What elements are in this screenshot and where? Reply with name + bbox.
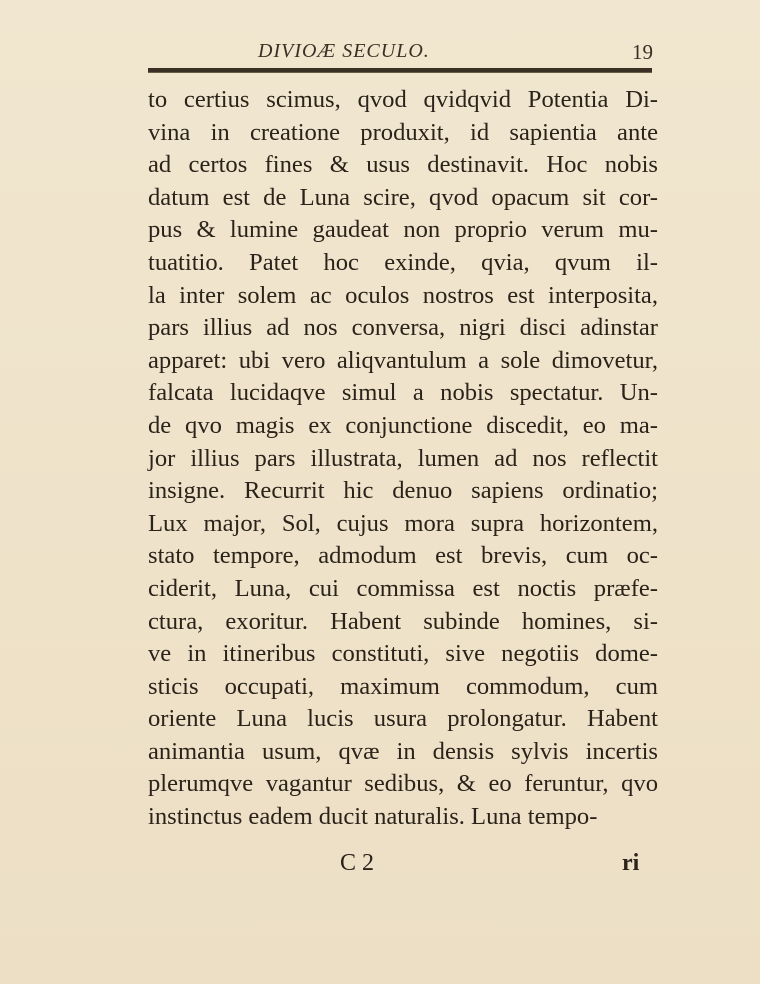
text-line: ad certos fines & usus destinavit. Hoc nobis [148,151,658,179]
text-line: oriente Luna lucis usura prolongatur. Habent [148,705,658,733]
signature-mark: C 2 [340,850,375,876]
page-number: 19 [632,40,653,64]
catchword: ri [622,850,640,876]
text-line: stato tempore, admodum est brevis, cum oc- [148,542,658,570]
text-line: instinctus eadem ducit naturalis. Luna tempo- [148,803,598,831]
text-line: jor illius pars illustrata, lumen ad nos reflectit [148,444,658,472]
text-line: falcata lucidaqve simul a nobis spectatur. Un- [148,379,658,407]
text-line: ve in itineribus constituti, sive negotiis dome- [148,640,658,668]
text-line: tuatitio. Patet hoc exinde, qvia, qvum il- [148,248,658,276]
page-footer [0,850,760,890]
text-line: plerumqve vagantur sedibus, & eo feruntur, qvo [148,770,658,798]
text-line: apparet: ubi vero aliqvantulum a sole dimovetur, [148,346,658,374]
text-line: pars illius ad nos conversa, nigri disci adinstar [148,314,658,342]
text-line: ctura, exoritur. Habent subinde homines, si- [148,607,658,635]
text-line: datum est de Luna scire, qvod opacum sit cor- [148,183,658,211]
text-line: pus & lumine gaudeat non proprio verum mu- [148,216,658,244]
text-line: ciderit, Luna, cui commissa est noctis præfe- [148,574,658,602]
text-line: to certius scimus, qvod qvidqvid Potentia Di- [148,86,658,113]
running-title: DIVIOÆ SECULO. [258,40,430,62]
text-line: Lux major, Sol, cujus mora supra horizontem, [148,509,658,537]
text-line: sticis occupati, maximum commodum, cum [148,672,658,700]
header-rule [148,68,652,73]
text-line: la inter solem ac oculos nostros est interposita, [148,281,658,309]
body-text [148,84,658,834]
text-line: de qvo magis ex conjunctione discedit, eo ma- [148,411,658,439]
text-line: insigne. Recurrit hic denuo sapiens ordinatio; [148,477,658,505]
text-line: animantia usum, qvæ in densis sylvis incertis [148,737,658,765]
text-line: vina in creatione produxit, id sapientia ante [148,118,658,146]
